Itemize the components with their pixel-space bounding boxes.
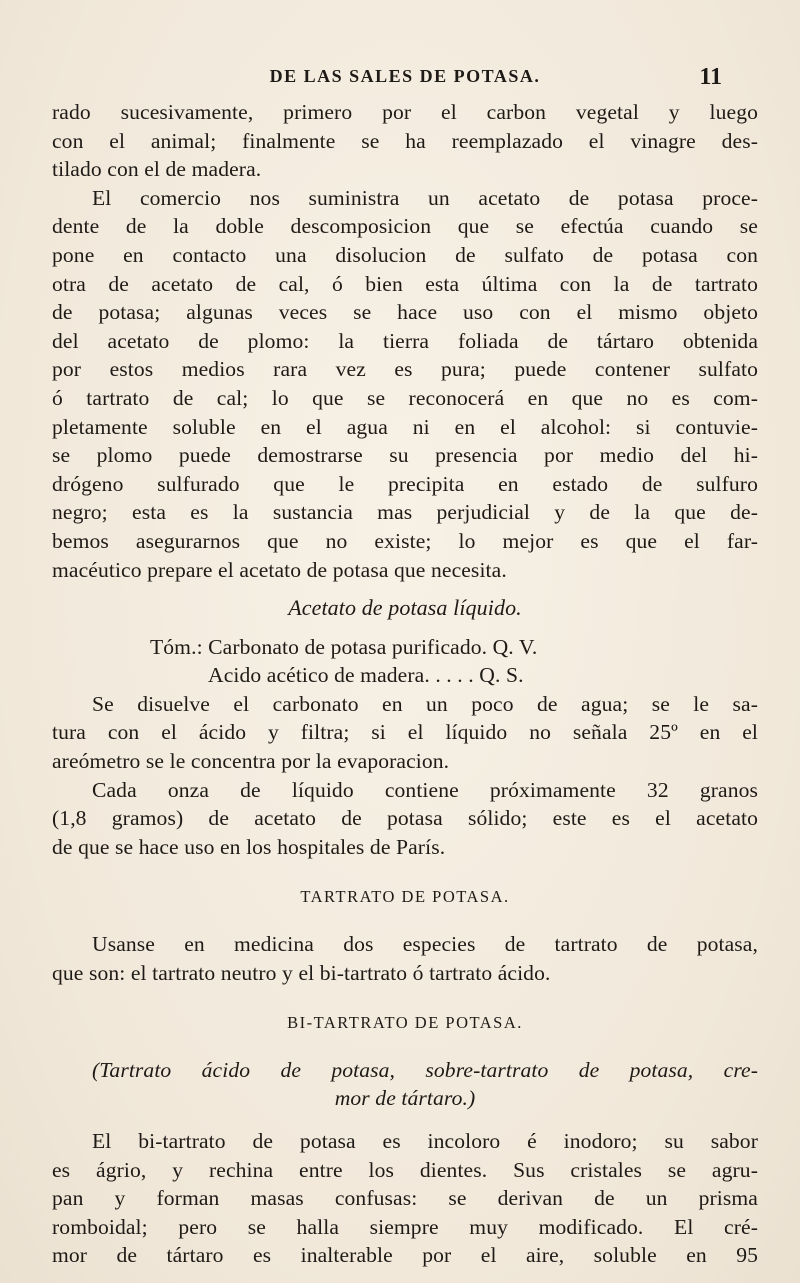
text-line: por estos medios rara vez es pura; puede contener sulfato bbox=[52, 357, 758, 382]
text-line: con el animal; finalmente se ha reemplazado el vinagre des- bbox=[52, 128, 758, 153]
text-line: otra de acetato de cal, ó bien esta última con la de tartrato bbox=[52, 271, 758, 296]
section-heading-tartrato: TARTRATO DE POTASA. bbox=[300, 887, 510, 907]
text-line: tilado con el de madera. bbox=[52, 157, 262, 182]
text-line: Se disuelve el carbonato en un poco de agua; se le sa- bbox=[92, 691, 758, 716]
text-line: (1,8 gramos) de acetato de potasa sólido; este es el acetato bbox=[52, 806, 758, 831]
text-line: mor de tártaro es inalterable por el aire, soluble en 95 bbox=[52, 1243, 758, 1268]
text-line: bemos asegurarnos que no existe; lo mejor es que el far- bbox=[52, 528, 758, 553]
text-line: de que se hace uso en los hospitales de París. bbox=[52, 834, 446, 859]
text-line: de potasa; algunas veces se hace uso con el mismo objeto bbox=[52, 300, 758, 325]
text-line: pan y forman masas confusas: se derivan de un prisma bbox=[52, 1186, 758, 1211]
text-line: ó tartrato de cal; lo que se reconocerá en que no es com- bbox=[52, 385, 758, 410]
running-head-title: DE LAS SALES DE POTASA. bbox=[269, 66, 541, 86]
recipe bbox=[52, 633, 758, 690]
text-line: negro; esta es la sustancia mas perjudicial y de la que de- bbox=[52, 500, 758, 525]
text-line: pone en contacto una disolucion de sulfato de potasa con bbox=[52, 242, 758, 267]
text-line: drógeno sulfurado que le precipita en estado de sulfuro bbox=[52, 471, 758, 496]
recipe-line: Acido acético de madera. . . . . Q. S. bbox=[208, 663, 524, 688]
text-line: que son: el tartrato neutro y el bi-tartrato ó tartrato ácido. bbox=[52, 960, 551, 985]
text-line: macéutico prepare el acetato de potasa que necesita. bbox=[52, 557, 507, 582]
paragraph-tartrato bbox=[52, 930, 758, 987]
text-line: pletamente soluble en el agua ni en el alcohol: si contuvie- bbox=[52, 414, 758, 439]
text-line: (Tartrato ácido de potasa, sobre-tartrato de potasa, cre- bbox=[92, 1057, 758, 1082]
body-text bbox=[52, 98, 758, 1270]
synonyms bbox=[52, 1056, 758, 1113]
text-line: tura con el ácido y filtra; si el líquido no señala 25º en el bbox=[52, 720, 758, 745]
text-line: Usanse en medicina dos especies de tartrato de potasa, bbox=[92, 932, 758, 957]
text-line: del acetato de plomo: la tierra foliada de tártaro obtenida bbox=[52, 328, 758, 353]
text-line: areómetro se le concentra por la evaporacion. bbox=[52, 749, 450, 774]
text-line: romboidal; pero se halla siempre muy modificado. El cré- bbox=[52, 1214, 758, 1239]
text-line: rado sucesivamente, primero por el carbon vegetal y luego bbox=[52, 100, 758, 124]
section-heading-acetato-liquido: Acetato de potasa líquido. bbox=[288, 595, 522, 621]
section-heading-bitartrato: BI-TARTRATO DE POTASA. bbox=[287, 1013, 523, 1033]
paragraph-bitartrato-properties bbox=[52, 1127, 758, 1270]
running-head bbox=[52, 64, 758, 94]
text-line: El bi-tartrato de potasa es incoloro é inodoro; su sabor bbox=[92, 1129, 758, 1153]
page-number: 11 bbox=[699, 64, 722, 90]
paragraph-procedure bbox=[52, 690, 758, 776]
paragraph-commerce bbox=[52, 184, 758, 584]
text-line: dente de la doble descomposicion que se efectúa cuando se bbox=[52, 214, 758, 239]
text-line: Cada onza de líquido contiene próximamente 32 granos bbox=[92, 777, 758, 802]
recipe-line: Tóm.: Carbonato de potasa purificado. Q. V. bbox=[150, 634, 538, 659]
paragraph-continuation bbox=[52, 98, 758, 184]
text-line: El comercio nos suministra un acetato de potasa proce- bbox=[92, 185, 758, 210]
text-line: se plomo puede demostrarse su presencia por medio del hi- bbox=[52, 443, 758, 468]
text-line: mor de tártaro.) bbox=[334, 1086, 476, 1111]
paragraph-dosage bbox=[52, 776, 758, 862]
text-line: es ágrio, y rechina entre los dientes. Sus cristales se agru- bbox=[52, 1157, 758, 1182]
